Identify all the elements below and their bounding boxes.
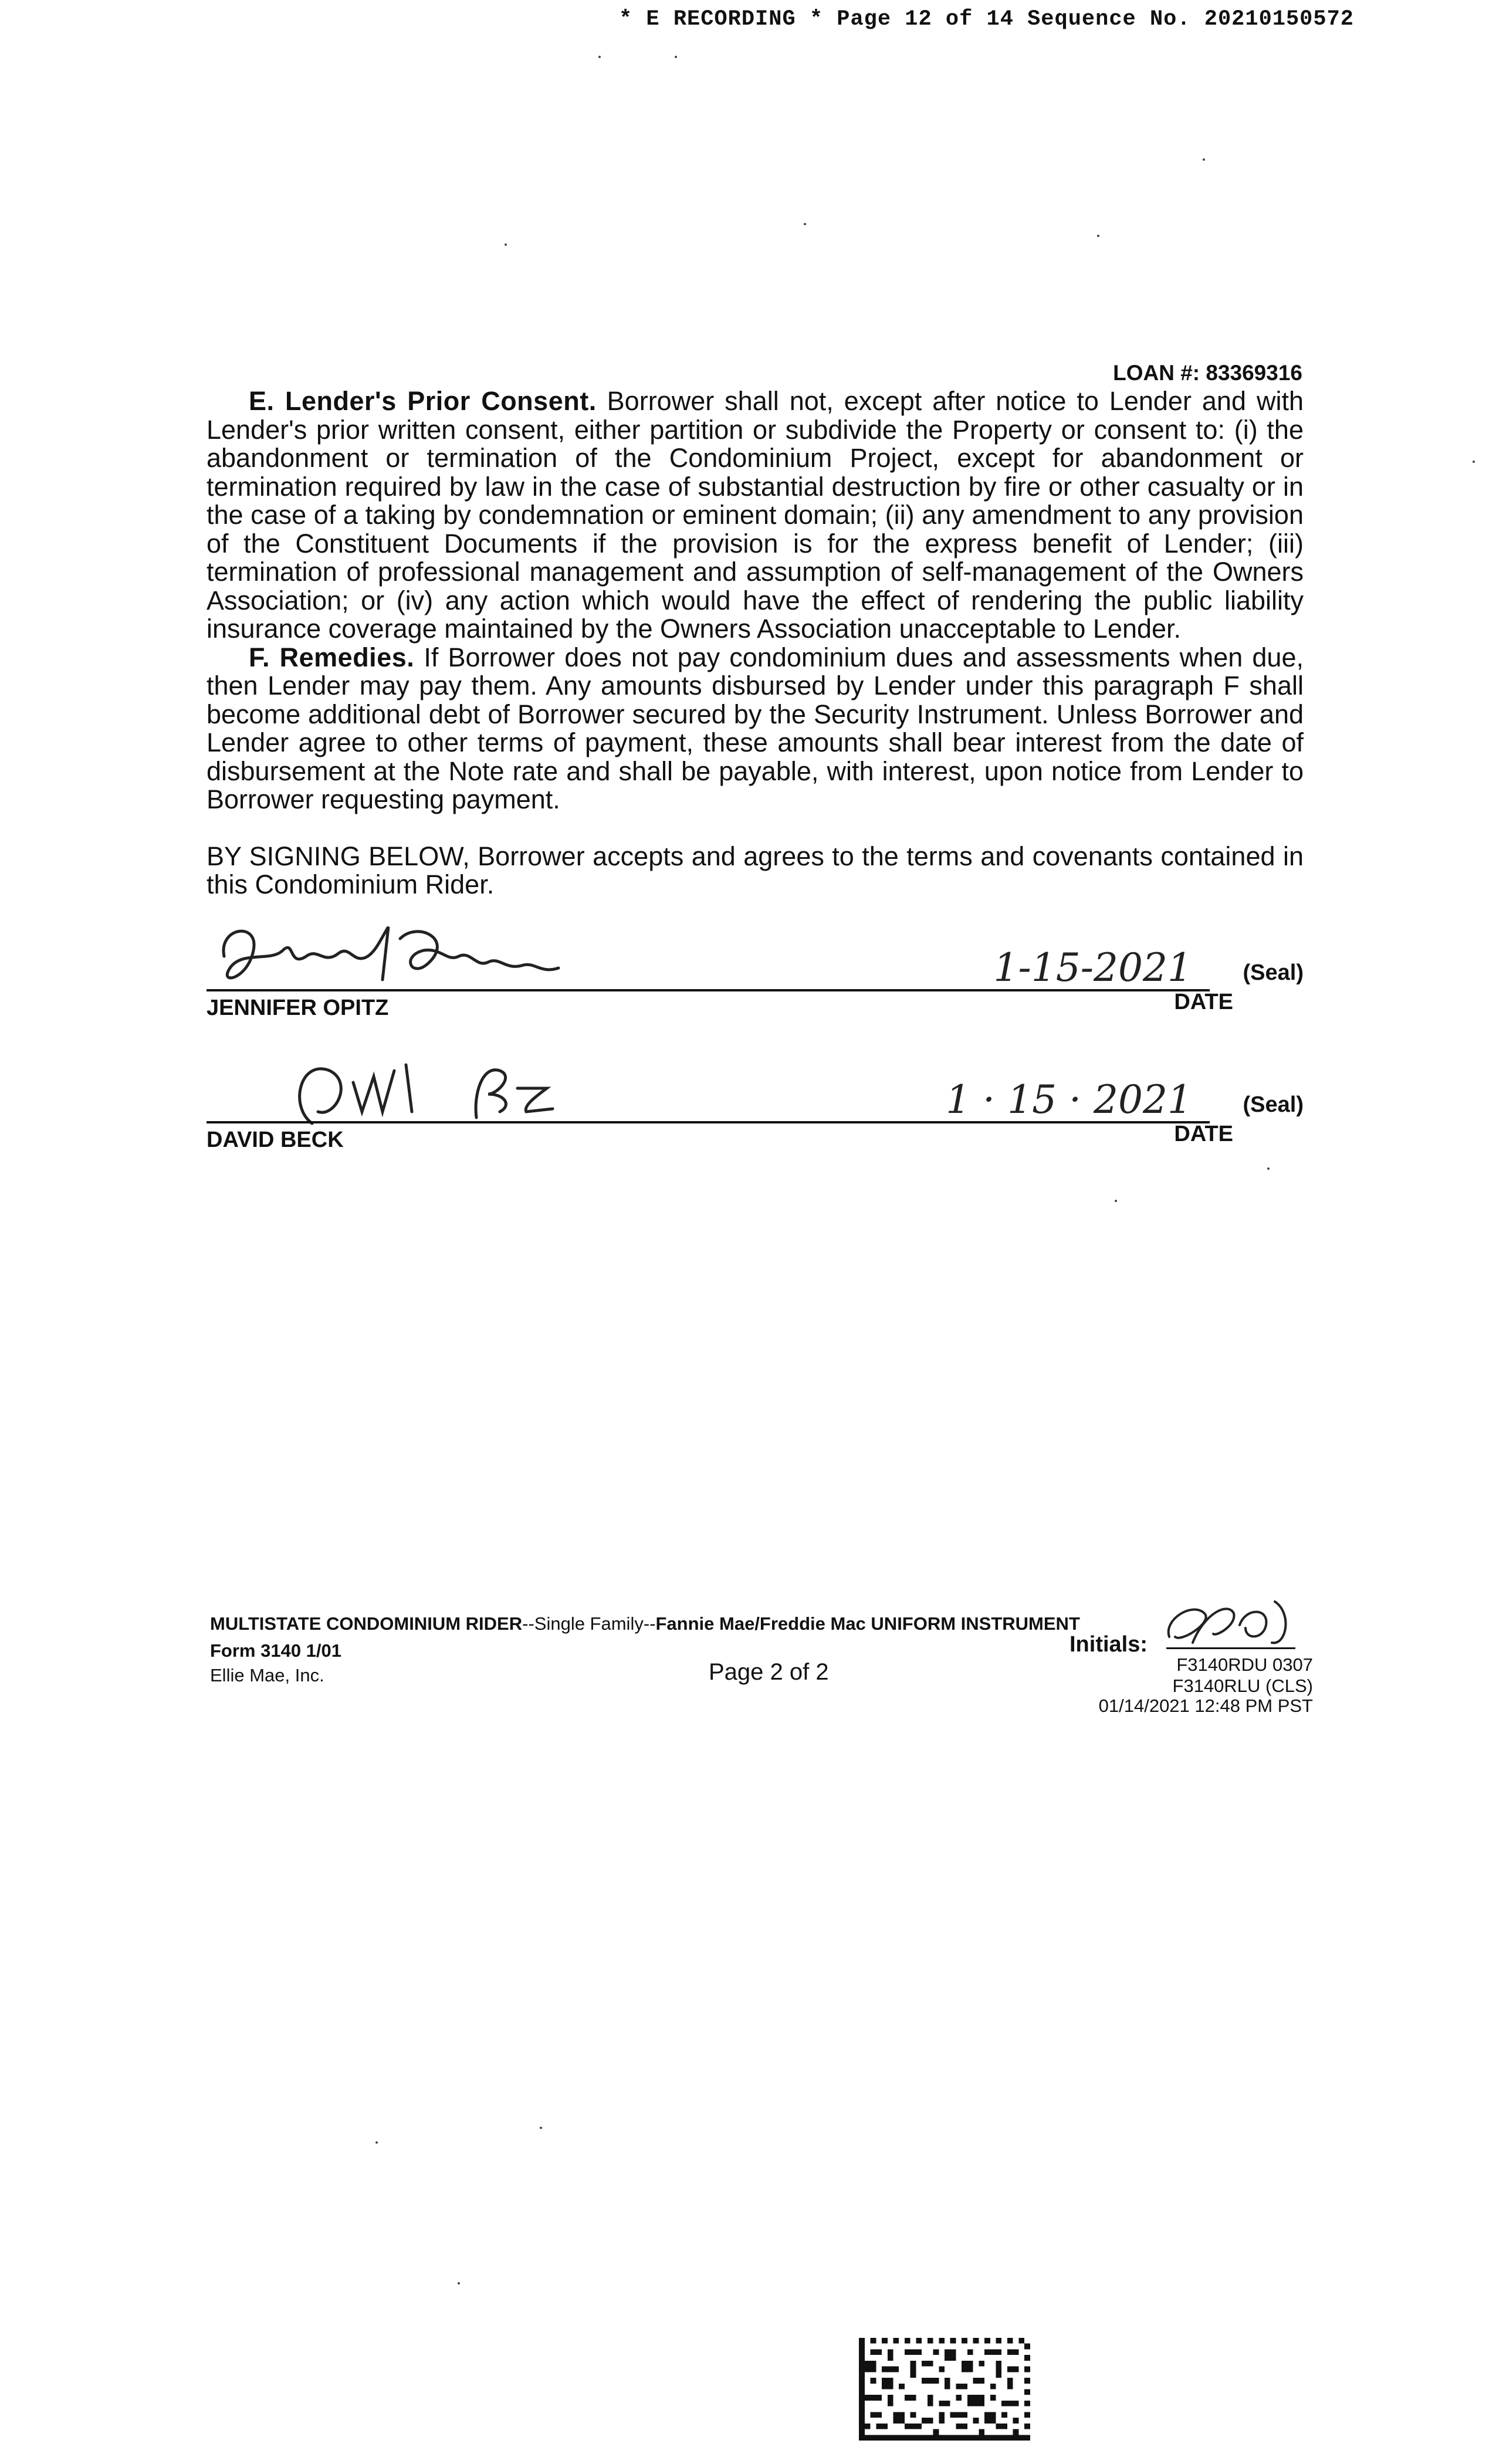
scan-speck bbox=[1097, 235, 1099, 237]
seal-label: (Seal) bbox=[1243, 960, 1304, 985]
handwritten-date: 1 · 15 · 2021 bbox=[946, 1077, 1192, 1122]
date-label: DATE bbox=[1174, 990, 1233, 1014]
scan-speck bbox=[1203, 158, 1205, 161]
scan-speck bbox=[458, 2282, 460, 2284]
form-title-part2: --Single Family-- bbox=[522, 1613, 656, 1634]
signing-statement: BY SIGNING BELOW, Borrower accepts and agrees to the terms and covenants contained in this Condominium Rider. bbox=[207, 841, 1304, 899]
scan-speck bbox=[1267, 1167, 1270, 1170]
date-label: DATE bbox=[1174, 1122, 1233, 1146]
form-code-2: F3140RLU (CLS) bbox=[1172, 1676, 1313, 1696]
form-code-1: F3140RDU 0307 bbox=[1176, 1654, 1313, 1675]
loan-number: LOAN #: 83369316 bbox=[1113, 361, 1302, 385]
signer-name: DAVID BECK bbox=[207, 1128, 344, 1152]
page-number: Page 2 of 2 bbox=[709, 1659, 829, 1685]
scan-speck bbox=[598, 56, 601, 58]
print-timestamp: 01/14/2021 12:48 PM PST bbox=[1098, 1695, 1313, 1716]
scan-speck bbox=[804, 223, 806, 225]
company-name: Ellie Mae, Inc. bbox=[210, 1665, 324, 1685]
section-f-heading: F. Remedies. bbox=[249, 642, 415, 672]
scan-speck bbox=[505, 243, 507, 246]
scan-speck bbox=[1473, 461, 1475, 463]
scan-speck bbox=[675, 56, 677, 58]
2d-barcode-image bbox=[857, 2338, 1033, 2441]
section-e bbox=[207, 387, 1304, 644]
form-number: Form 3140 1/01 bbox=[210, 1640, 342, 1661]
scan-speck bbox=[1115, 1200, 1117, 1202]
signature-block-borrower-2 bbox=[207, 1071, 1304, 1153]
signature-block-borrower-1 bbox=[207, 939, 1304, 1021]
initials-line bbox=[1166, 1647, 1295, 1649]
seal-label: (Seal) bbox=[1243, 1092, 1304, 1117]
signer-name: JENNIFER OPITZ bbox=[207, 996, 389, 1020]
section-f bbox=[207, 644, 1304, 814]
section-e-text: Borrower shall not, except after notice to Lender and with Lender's prior written consent, either partition or subdivide the Property or consent to: (i) the abandonment or termination of the Condominium Project, except for abandonment or termination required by law in the case of substantial destruction by fire or other casualty or in the case of a taking by condemnation or eminent domain; (ii) any amendment to any provision of the Constituent Documents if the provision is for the express benefit of Lender; (iii) termination of professional management and assumption of self-management of the Owners Association; or (iv) any action which would have the effect of rendering the public liability insurance coverage maintained by the Owners Association unacceptable to Lender. bbox=[207, 386, 1304, 644]
section-f-text: If Borrower does not pay condominium dues and assessments when due, then Lender may pay them. Any amounts disbursed by Lender under this paragraph F shall become additional debt of Borrower secured by the Security Instrument. Unless Borrower and Lender agree to other terms of payment, these amounts shall bear interest from the date of disbursement at the Note rate and shall be payable, with interest, upon notice from Lender to Borrower requesting payment. bbox=[207, 642, 1304, 814]
form-title-part3: Fannie Mae/Freddie Mac UNIFORM INSTRUMENT bbox=[655, 1613, 1080, 1634]
recording-stamp: * E RECORDING * Page 12 of 14 Sequence No. 20210150572 bbox=[619, 7, 1354, 32]
initials-label: Initials: bbox=[1069, 1632, 1148, 1657]
handwritten-initials bbox=[1157, 1590, 1298, 1654]
form-title-part1: MULTISTATE CONDOMINIUM RIDER bbox=[210, 1613, 523, 1634]
form-title bbox=[210, 1613, 1080, 1634]
rider-body bbox=[207, 387, 1304, 899]
handwritten-date: 1-15-2021 bbox=[993, 945, 1192, 990]
scan-speck bbox=[375, 2141, 378, 2144]
form-footer bbox=[210, 1607, 1313, 1737]
scan-speck bbox=[540, 2127, 542, 2129]
section-e-heading: E. Lender's Prior Consent. bbox=[249, 386, 597, 416]
